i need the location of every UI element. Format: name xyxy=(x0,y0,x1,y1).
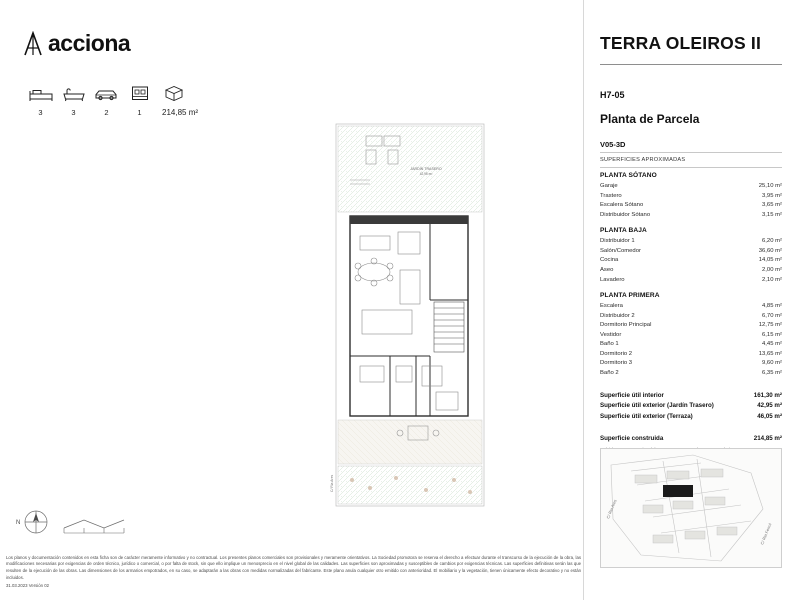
total-row xyxy=(600,412,782,423)
site-plan-icon xyxy=(600,448,782,568)
row-label: Salón/Comedor xyxy=(600,247,641,254)
spec-bedrooms xyxy=(24,82,57,117)
terrace-icon xyxy=(130,82,150,102)
row-label: Baño 1 xyxy=(600,341,619,348)
row-value: 2,10 m² xyxy=(762,276,782,283)
table-row xyxy=(600,192,782,202)
group-title-sotano: PLANTA SÓTANO xyxy=(600,172,657,179)
row-value: 6,15 m² xyxy=(762,331,782,338)
table-row xyxy=(600,201,782,211)
legal-version: 31.03.2023 Versión 02 xyxy=(6,583,50,589)
table-row xyxy=(600,369,782,379)
row-value: 3,15 m² xyxy=(762,211,782,218)
total-label: Superficie útil interior xyxy=(600,391,664,399)
row-label: Escalera Sótano xyxy=(600,202,644,209)
total-label: Superficie útil exterior (Terraza) xyxy=(600,413,693,421)
row-label: Distribuidor 2 xyxy=(600,312,635,319)
row-label: Trastero xyxy=(600,192,622,199)
floorplan-drawing xyxy=(330,120,490,510)
project-title: TERRA OLEIROS II xyxy=(600,33,762,53)
north-compass-icon xyxy=(14,502,54,542)
row-value: 4,45 m² xyxy=(762,341,782,348)
table-row xyxy=(600,211,782,221)
spec-bedrooms-value: 3 xyxy=(38,108,43,117)
spec-terrace-value: 1 xyxy=(137,108,142,117)
built-area-label: Superficie construida xyxy=(600,435,664,443)
unit-code: H7-05 xyxy=(600,90,625,100)
row-label: Baño 2 xyxy=(600,370,619,376)
group-title-baja: PLANTA BAJA xyxy=(600,227,647,235)
totals-block xyxy=(600,391,782,424)
total-row xyxy=(600,391,782,402)
surfaces-tables xyxy=(600,172,782,453)
legal-disclaimer xyxy=(6,555,581,590)
spec-bathrooms xyxy=(57,82,90,117)
row-label: Vestidor xyxy=(600,331,622,338)
garden-label: JARDÍN TRASERO xyxy=(410,167,442,171)
legal-paragraph: Los planos y documentación contenidos en esta ficha son de carácter meramente informativo y no contractual. Los presentes planos comerciales son provisionales y meramente orientativos. La Sociedad promotora se reserva el derecho a efectuar durante el transcurso de la ejecución de la obra, las modificaciones necesarias por exigencias de orden técnico, jurídico o comercial, o por falta de stock, sin que ello implique un menosprecio en el nivel global de las calidades. Las superficies son aproximadas y susceptibles de cambios por exigencias técnicas. Las superficies definitivas serán las que resulten de la ejecución de las obras. Las dimensiones de los armarios empotrados, en su caso, se adaptarán a las obras con medidas normalizadas del fabricante. Este plano anula cualquier otro emitido con anterioridad. El mobiliario y la vegetación, tienen únicamente efecto decorativo y no están incluidos. xyxy=(6,554,581,580)
row-value: 6,20 m² xyxy=(762,238,782,245)
row-value: 3,95 m² xyxy=(762,192,782,199)
total-value: 42,95 m² xyxy=(757,402,782,410)
bathtub-icon xyxy=(62,82,86,102)
surfaces-rule xyxy=(600,167,782,168)
table-row xyxy=(600,182,782,192)
area-box-icon xyxy=(162,82,186,102)
row-label: Dormitorio 2 xyxy=(600,350,633,357)
row-value: 36,60 m² xyxy=(758,247,782,254)
built-area-row xyxy=(600,434,782,445)
row-label: Distribuidor Sótano xyxy=(600,211,651,218)
street-label: C/ Ria Ares xyxy=(330,474,334,492)
row-value: 2,00 m² xyxy=(762,266,782,273)
spec-parking-value: 2 xyxy=(104,108,109,117)
panel-divider xyxy=(583,0,584,600)
title-rule xyxy=(600,64,782,65)
variant-rule xyxy=(600,152,782,153)
spec-terrace xyxy=(123,82,156,117)
row-value: 14,05 m² xyxy=(758,257,782,264)
row-value: 3,65 m² xyxy=(762,202,782,209)
row-value: 4,85 m² xyxy=(762,303,782,310)
row-label: Dormitorio 3 xyxy=(600,360,633,367)
acciona-logo-icon xyxy=(22,31,44,57)
table-row xyxy=(600,266,782,276)
plan-name: Planta de Parcela xyxy=(600,112,700,126)
car-icon xyxy=(94,82,120,102)
table-row xyxy=(600,302,782,312)
svg-text:N: N xyxy=(16,520,21,526)
row-value: 6,35 m² xyxy=(762,370,782,376)
variant-code: V05-3D xyxy=(600,140,626,149)
table-row xyxy=(600,321,782,331)
row-value: 25,10 m² xyxy=(758,183,782,189)
table-row xyxy=(600,247,782,257)
row-value: 6,70 m² xyxy=(762,312,782,319)
row-label: Escalera xyxy=(600,303,623,310)
spec-area xyxy=(162,82,210,117)
brand-logo xyxy=(22,30,130,57)
row-label: Lavadero xyxy=(600,276,625,283)
garden-area: 42,95 m² xyxy=(419,172,433,176)
table-row xyxy=(600,312,782,322)
table-row xyxy=(600,350,782,360)
row-value: 9,60 m² xyxy=(762,360,782,367)
table-row xyxy=(600,340,782,350)
row-label: Dormitorio Principal xyxy=(600,322,652,329)
table-row xyxy=(600,359,782,369)
unit-spec-icons xyxy=(24,82,210,117)
spec-bathrooms-value: 3 xyxy=(71,108,76,117)
total-label: Superficie útil exterior (Jardín Trasero) xyxy=(600,402,714,410)
scale-bar-icon xyxy=(62,516,134,538)
group-title-primera: PLANTA PRIMERA xyxy=(600,292,660,300)
table-row xyxy=(600,237,782,247)
spec-area-value: 214,85 m² xyxy=(162,108,199,117)
table-row xyxy=(600,331,782,341)
spec-parking xyxy=(90,82,123,117)
row-label: Garaje xyxy=(600,183,618,189)
row-value: 12,75 m² xyxy=(758,322,782,329)
total-value: 161,30 m² xyxy=(753,391,782,399)
row-label: Distribuidor 1 xyxy=(600,238,635,245)
svg-text:C/ Ria Ferrol: C/ Ria Ferrol xyxy=(759,522,773,546)
row-label: Aseo xyxy=(600,266,614,273)
row-value: 13,65 m² xyxy=(758,350,782,357)
svg-text:C/ Ria Ares: C/ Ria Ares xyxy=(605,498,618,520)
brand-name: acciona xyxy=(48,30,131,56)
built-area-value: 214,85 m² xyxy=(753,435,782,443)
table-row xyxy=(600,276,782,286)
total-value: 46,05 m² xyxy=(757,413,782,421)
right-panel xyxy=(600,0,800,600)
bed-icon xyxy=(29,82,53,102)
row-label: Cocina xyxy=(600,257,619,264)
total-row xyxy=(600,401,782,412)
surfaces-heading: SUPERFICIES APROXIMADAS xyxy=(600,157,686,163)
table-row xyxy=(600,256,782,266)
